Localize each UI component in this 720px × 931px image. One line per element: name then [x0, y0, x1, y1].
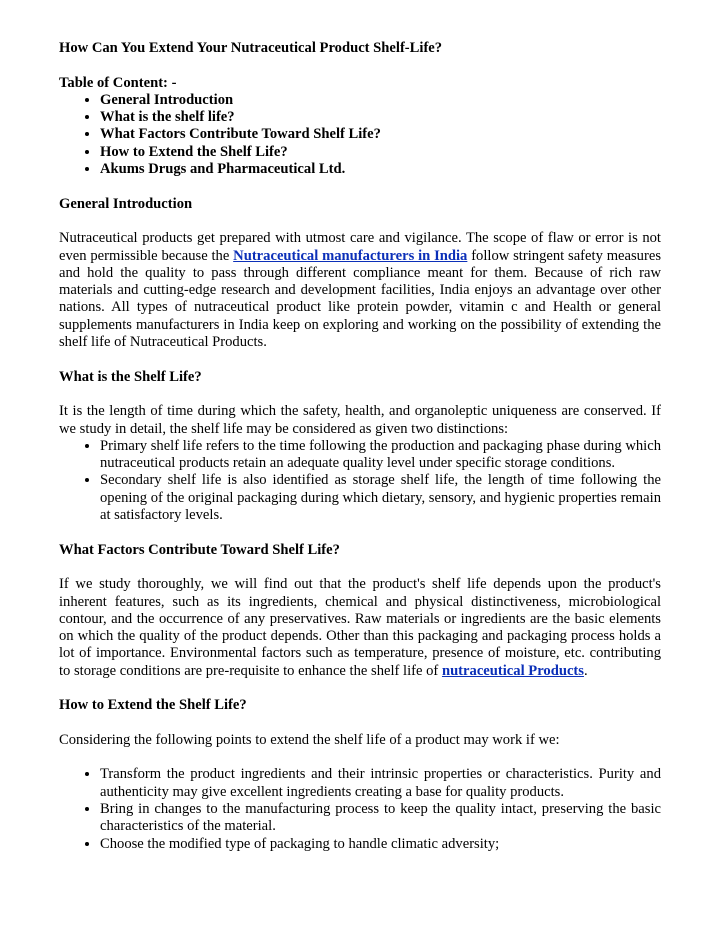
nutraceutical-products-link[interactable]: nutraceutical Products [441, 662, 584, 679]
nutraceutical-manufacturers-link[interactable]: Nutraceutical manufacturers in India [233, 247, 468, 264]
toc-item: • What is the shelf life? [100, 109, 661, 126]
list-item: • Transform the product ingredients and their intrinsic properties or characteristics. Purity and authenticity may give excellent ingredients creating a base for quality products. [100, 766, 661, 801]
toc-heading: Table of Content: - [59, 74, 177, 91]
factors-text-before: If we study thoroughly, we will find out that the product's shelf life depends upon the product's inherent features, such as its ingredients, chemical and physical distinctiveness, microbiological contour, and the occurrence of any preservatives. Raw materials or ingredients are the basic elements on which the quality of the product depends. Other than this packaging and packaging process holds a lot of importance. Environmental factors such as temperature, presence of moisture, etc. contributing to storage conditions are pre-requisite to enhance the shelf life of [59, 576, 661, 679]
toc-item: • How to Extend the Shelf Life? [100, 144, 661, 161]
section-heading-extend: How to Extend the Shelf Life? [59, 697, 247, 714]
list-item: • Bring in changes to the manufacturing process to keep the quality intact, preserving the basic characteristics of the material. [100, 801, 661, 836]
intro-paragraph [59, 230, 661, 351]
list-item: • Secondary shelf life is also identified as storage shelf life, the length of time following the opening of the original packaging during which dietary, sensory, and hygienic properties remain at satisfactory levels. [100, 472, 661, 524]
toc-item: • Akums Drugs and Pharmaceutical Ltd. [100, 161, 661, 178]
intro-text-after: follow stringent safety measures and hold the quality to pass through different compliance meant for them. Because of rich raw materials and cutting-edge research and development facilities, India enjoys an advantage over other nations. All types of nutraceutical product like protein powder, vitamin c and Health or general supplements manufacturers in India keep on exploring and working on the possibility of extending the shelf life of Nutraceutical Products. [59, 247, 661, 351]
section-heading-shelf-life: What is the Shelf Life? [59, 368, 202, 385]
extend-paragraph: Considering the following points to extend the shelf life of a product may work if we: [59, 731, 560, 748]
toc-item: • General Introduction [100, 92, 661, 109]
extend-list [59, 766, 661, 852]
toc-item: • What Factors Contribute Toward Shelf Life? [100, 126, 661, 143]
section-heading-intro: General Introduction [59, 195, 193, 212]
shelf-life-list [59, 438, 661, 524]
shelf-life-paragraph: It is the length of time during which the safety, health, and organoleptic uniqueness are conserved. If we study in detail, the shelf life may be considered as given two distinctions: [59, 403, 661, 437]
intro-text-before: Nutraceutical products get prepared with utmost care and vigilance. The scope of flaw or error is not even permissible because the [59, 230, 661, 264]
factors-text-after: . [583, 662, 588, 679]
toc-list [59, 92, 661, 178]
list-item: • Choose the modified type of packaging to handle climatic adversity; [100, 836, 661, 853]
section-heading-factors: What Factors Contribute Toward Shelf Life? [59, 541, 340, 558]
factors-paragraph [59, 576, 661, 680]
list-item: • Primary shelf life refers to the time following the production and packaging phase during which nutraceutical products retain an adequate quality level under specific storage conditions. [100, 438, 661, 473]
document-title: How Can You Extend Your Nutraceutical Product Shelf-Life? [59, 40, 443, 56]
